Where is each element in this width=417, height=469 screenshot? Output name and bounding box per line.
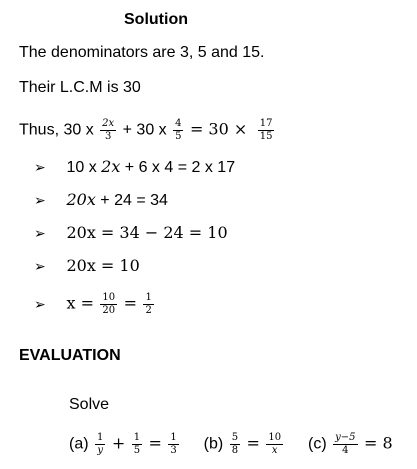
fraction-1-over-y: $\frac{1}{y}$ (97, 432, 104, 456)
fraction-y-minus-5-over-4: $\frac{y-5}{4}$ (335, 432, 356, 456)
step-2: ➢ 20x + 24 = 34 (34, 190, 168, 209)
fraction-17-over-15: $\frac{17}{15}$ (259, 118, 273, 142)
thus-equation (19, 118, 276, 143)
exercise-a-label: (a) (69, 435, 89, 453)
fraction-1-over-3: $\frac{1}{3}$ (170, 432, 177, 456)
solution-heading: Solution (124, 11, 188, 28)
thus-mid2: = 30 × (189, 119, 248, 139)
step-3: ➢ 20x = 34 − 24 = 10 (34, 223, 228, 242)
denominators-line: The denominators are 3, 5 and 15. (19, 44, 265, 61)
arrow-bullet-icon: ➢ (34, 192, 46, 208)
fraction-1-over-2: $\frac{1}{2}$ (145, 292, 152, 316)
arrow-bullet-icon: ➢ (34, 258, 46, 274)
step-1: ➢ 10 x 2x + 6 x 4 = 2 x 17 (34, 157, 236, 176)
exercise-c-label: (c) (308, 435, 327, 453)
fraction-10-over-x: $\frac{10}{x}$ (268, 432, 282, 456)
evaluation-exercises: (a) $\frac{1}{y}$ + $\frac{1}{5}$ = $\frac{1}{3}$ (b) $\frac{5}{8}$ = $\frac{10}{x}$ (c) $\frac{y-5}{4}$ = 8 (69, 432, 393, 456)
fraction-2x-over-3: $\frac{2x}{3}$ (102, 118, 115, 142)
arrow-bullet-icon: ➢ (34, 295, 46, 312)
thus-prefix: Thus, 30 x (19, 121, 99, 139)
fraction-10-over-20: $\frac{10}{20}$ (102, 292, 116, 316)
thus-mid1: + 30 x (122, 121, 167, 139)
solve-label: Solve (69, 396, 110, 413)
step-4: ➢ 20x = 10 (34, 256, 140, 275)
exercise-b-label: (b) (203, 435, 224, 453)
arrow-bullet-icon: ➢ (34, 225, 46, 241)
fraction-4-over-5: $\frac{4}{5}$ (175, 118, 182, 142)
fraction-5-over-8: $\frac{5}{8}$ (231, 432, 239, 456)
fraction-1-over-5: $\frac{1}{5}$ (133, 432, 141, 456)
arrow-bullet-icon: ➢ (34, 159, 46, 175)
step-5: ➢ x = $\frac{10}{20}$ = $\frac{1}{2}$ (34, 292, 152, 316)
lcm-line: Their L.C.M is 30 (19, 79, 141, 96)
evaluation-heading: EVALUATION (19, 347, 121, 364)
